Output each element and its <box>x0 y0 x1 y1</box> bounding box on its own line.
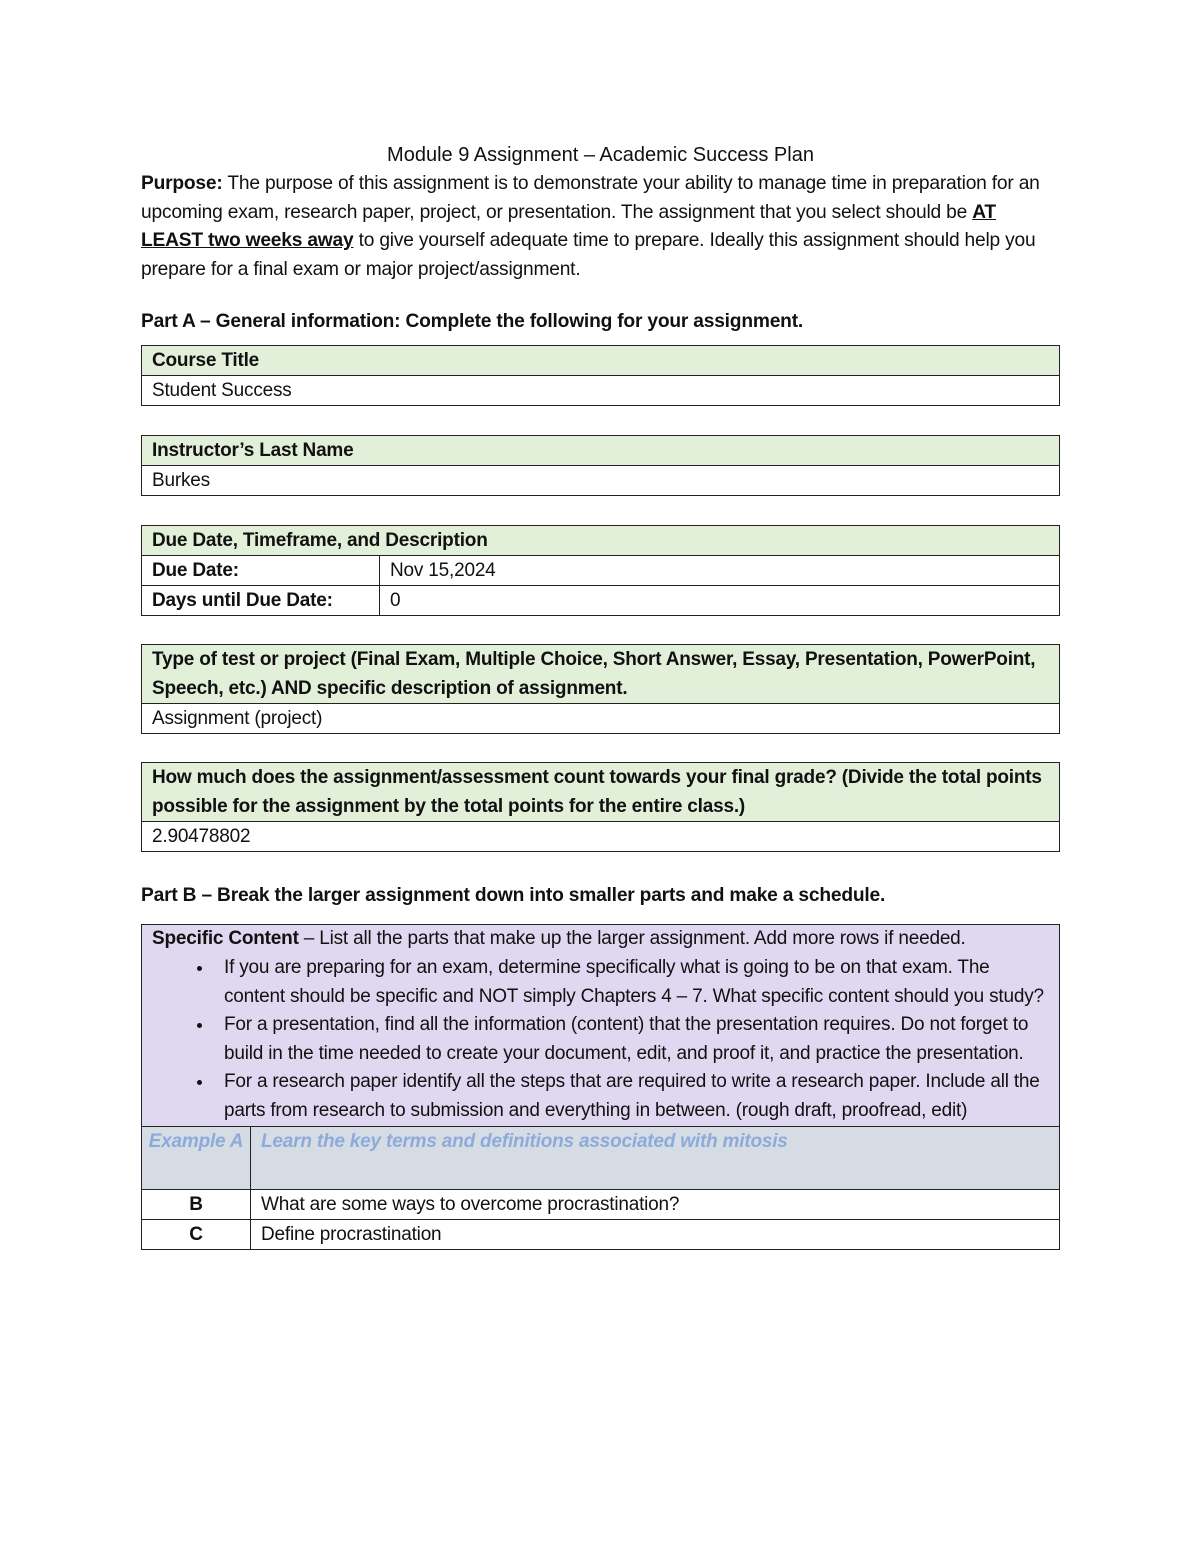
table-row <box>142 1126 1060 1189</box>
list-item: • If you are preparing for an exam, determine specifically what is going to be on that exam. The content should be specific and NOT simply Chapters 4 – 7. What specific content should you study? <box>214 954 1049 1011</box>
page-title: Module 9 Assignment – Academic Success Plan <box>387 144 814 166</box>
part-b-heading: Part B – Break the larger assignment down into smaller parts and make a schedule. <box>141 885 886 907</box>
example-text: Learn the key terms and definitions associated with mitosis <box>251 1126 1060 1189</box>
course-title-header: Course Title <box>142 346 1060 376</box>
specific-content-label: Specific Content <box>152 928 299 950</box>
instructor-header: Instructor’s Last Name <box>142 436 1060 466</box>
due-date-label: Due Date: <box>142 556 380 586</box>
row-text: Define procrastination <box>251 1219 1060 1249</box>
purpose-paragraph <box>141 170 1060 284</box>
table-row <box>142 1189 1060 1219</box>
instructor-table <box>141 435 1060 496</box>
row-text: What are some ways to overcome procrastination? <box>251 1189 1060 1219</box>
specific-content-table <box>141 924 1060 1249</box>
grade-weight-value: 2.90478802 <box>142 822 1060 852</box>
days-until-label: Days until Due Date: <box>142 586 380 616</box>
document-content <box>141 140 1060 1250</box>
part-a-heading: Part A – General information: Complete the following for your assignment. <box>141 311 804 333</box>
row-label: C <box>142 1219 251 1249</box>
purpose-underlined: AT LEAST two weeks away <box>141 201 996 252</box>
specific-content-intro <box>152 925 1049 954</box>
assignment-type-value: Assignment (project) <box>142 704 1060 734</box>
row-label: B <box>142 1189 251 1219</box>
due-date-value: Nov 15,2024 <box>380 556 1060 586</box>
days-until-value: 0 <box>380 586 1060 616</box>
instructor-value: Burkes <box>142 466 1060 496</box>
course-title-table <box>141 345 1060 406</box>
content-guidance-list <box>152 954 1049 1126</box>
list-item: • For a presentation, find all the information (content) that the presentation requires. Do not forget to build in the time needed to create your document, edit, and proof it, and practice the presentation. <box>214 1011 1049 1068</box>
purpose-text-after: to give yourself adequate time to prepare. Ideally this assignment should help you prepare for a final exam or major project/assignment. <box>141 230 1036 280</box>
specific-content-cell <box>142 925 1060 1126</box>
course-title-value: Student Success <box>142 376 1060 406</box>
due-date-table <box>141 525 1060 616</box>
list-item: • For a research paper identify all the steps that are required to write a research paper. Include all the parts from research to submission and everything in between. (rough draft, proofread, edit) <box>214 1068 1049 1125</box>
due-date-header: Due Date, Timeframe, and Description <box>142 526 1060 556</box>
grade-weight-table <box>141 762 1060 852</box>
purpose-label: Purpose: <box>141 173 223 194</box>
table-row <box>142 1219 1060 1249</box>
specific-content-intro-text: – List all the parts that make up the larger assignment. Add more rows if needed. <box>298 928 966 950</box>
purpose-text-before: The purpose of this assignment is to demonstrate your ability to manage time in preparation for an upcoming exam, research paper, project, or presentation. The assignment that you select should be <box>141 173 1040 223</box>
example-label: Example A <box>142 1126 251 1189</box>
assignment-type-header: Type of test or project (Final Exam, Multiple Choice, Short Answer, Essay, Presentation, PowerPoint, Speech, etc.) AND specific description of assignment. <box>142 645 1060 704</box>
grade-weight-header: How much does the assignment/assessment count towards your final grade? (Divide the total points possible for the assignment by the total points for the entire class.) <box>142 763 1060 822</box>
assignment-type-table <box>141 644 1060 734</box>
